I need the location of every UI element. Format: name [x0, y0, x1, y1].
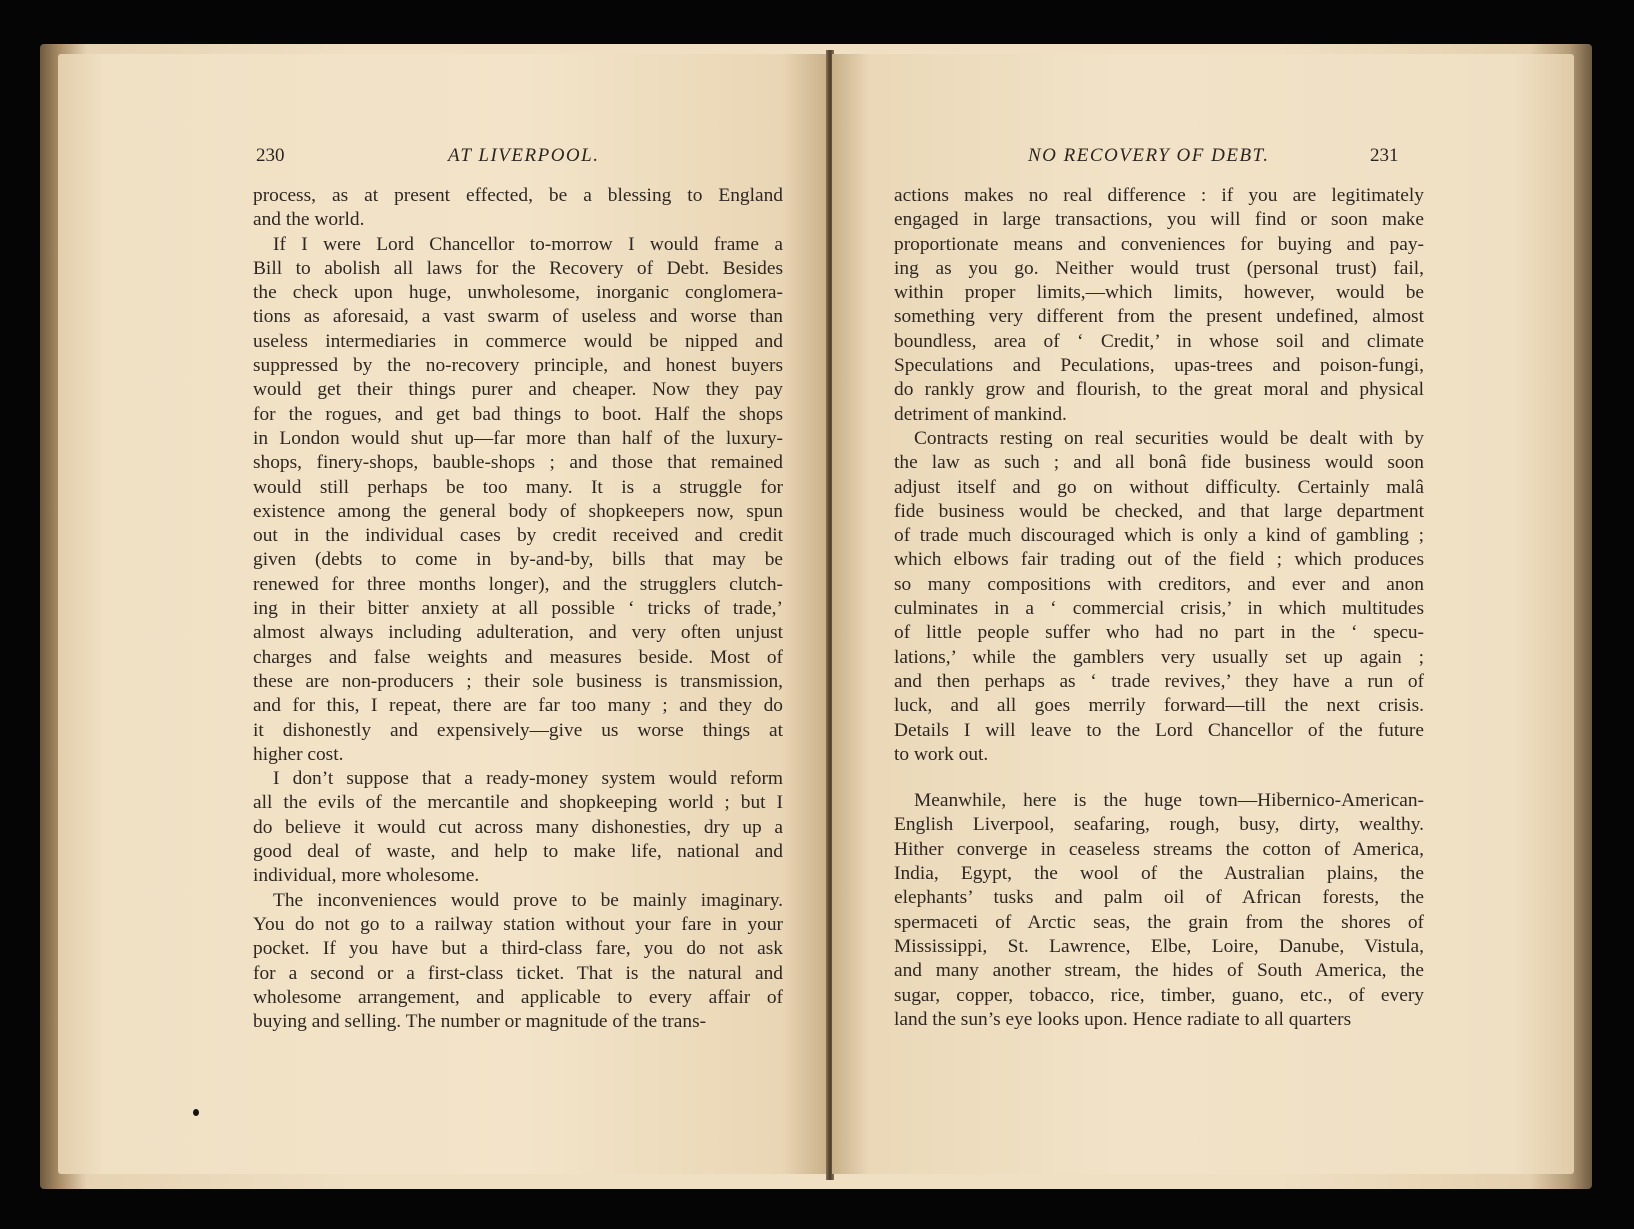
text-line: would still perhaps be too many. It is a struggle for — [253, 476, 783, 498]
text-line: would get their things purer and cheaper. Now they pay — [253, 379, 783, 401]
text-line: for the rogues, and get bad things to boot. Half the shops — [253, 403, 783, 425]
text-line: good deal of waste, and help to make life, national and — [253, 841, 783, 863]
text-line: higher cost. — [253, 743, 344, 765]
text-line: Speculations and Peculations, upas-trees and poison-fungi, — [894, 355, 1424, 377]
text-line: of little people suffer who had no part in the ‘ specu- — [894, 622, 1424, 644]
text-line: spermaceti of Arctic seas, the grain from the shores of — [894, 911, 1424, 933]
text-line: out in the individual cases by credit received and credit — [253, 525, 783, 547]
text-line: the law as such ; and all bonâ fide business would soon — [894, 452, 1424, 474]
open-book — [40, 44, 1592, 1189]
text-line: process, as at present effected, be a blessing to England — [253, 185, 783, 206]
section-break — [894, 767, 1424, 789]
text-line: suppressed by the no-recovery principle, and honest buyers — [253, 355, 783, 377]
text-line: useless intermediaries in commerce would be nipped and — [253, 330, 783, 352]
text-line: all the evils of the mercantile and shopkeeping world ; but I — [253, 792, 783, 814]
text-line: of trade much discouraged which is only a kind of gambling ; — [894, 525, 1424, 547]
text-line: Meanwhile, here is the huge town—Hibernico-American- — [914, 790, 1424, 812]
text-line: so many compositions with creditors, and ever and anon — [894, 573, 1424, 595]
text-line: If I were Lord Chancellor to-morrow I would frame a — [273, 233, 783, 255]
text-line: and many another stream, the hides of South America, the — [894, 960, 1424, 982]
left-page-header — [58, 142, 828, 170]
text-line: actions makes no real difference : if you are legitimately — [894, 185, 1424, 206]
text-line: adjust itself and go on without difficulty. Certainly malâ — [894, 476, 1424, 498]
text-line: The inconveniences would prove to be mainly imaginary. — [273, 889, 783, 911]
text-line: which elbows fair trading out of the field ; which produces — [894, 549, 1424, 571]
body-text — [253, 184, 783, 1034]
text-line: Hither converge in ceaseless streams the cotton of America, — [894, 838, 1424, 860]
text-line: Contracts resting on real securities would be dealt with by — [914, 427, 1424, 449]
text-line: and for this, I repeat, there are far too many ; and they do — [253, 695, 783, 717]
text-line: proportionate means and conveniences for buying and pay- — [894, 233, 1424, 255]
text-line: buying and selling. The number or magnitude of the trans- — [253, 1011, 707, 1033]
page-number: 230 — [256, 145, 285, 166]
text-line: to work out. — [894, 743, 989, 765]
text-line: pocket. If you have but a third-class fare, you do not ask — [253, 938, 783, 960]
text-line: fide business would be checked, and that large department — [894, 500, 1424, 522]
text-line: India, Egypt, the wool of the Australian plains, the — [894, 863, 1424, 885]
text-line: and the world. — [253, 209, 365, 231]
text-line: within proper limits,—which limits, however, would be — [894, 282, 1424, 304]
text-line: English Liverpool, seafaring, rough, busy, dirty, wealthy. — [894, 814, 1424, 836]
text-line: engaged in large transactions, you will find or soon make — [894, 209, 1424, 231]
text-line: do believe it would cut across many dishonesties, dry up a — [253, 816, 783, 838]
text-line: You do not go to a railway station without your fare in your — [253, 913, 783, 935]
body-text — [894, 184, 1424, 1032]
text-line: and then perhaps as ‘ trade revives,’ they have a run of — [894, 670, 1424, 692]
text-line: Bill to abolish all laws for the Recovery of Debt. Besides — [253, 257, 783, 279]
ink-spot — [193, 1109, 199, 1116]
running-head: NO RECOVERY OF DEBT. — [1028, 145, 1270, 166]
page-number: 231 — [1370, 145, 1399, 166]
text-line: for a second or a first-class ticket. That is the natural and — [253, 962, 783, 984]
text-line: these are non-producers ; their sole business is transmission, — [253, 670, 783, 692]
running-head: AT LIVERPOOL. — [448, 145, 600, 166]
text-line: elephants’ tusks and palm oil of African forests, the — [894, 887, 1424, 909]
text-line: Details I will leave to the Lord Chancellor of the future — [894, 719, 1424, 741]
text-line: I don’t suppose that a ready-money system would reform — [273, 768, 783, 790]
text-line: luck, and all goes merrily forward—till the next crisis. — [894, 695, 1424, 717]
text-line: tions as aforesaid, a vast swarm of useless and worse than — [253, 306, 783, 328]
text-line: detriment of mankind. — [894, 403, 1067, 425]
text-line: Mississippi, St. Lawrence, Elbe, Loire, Danube, Vistula, — [894, 935, 1424, 957]
text-line: lations,’ while the gamblers very usually set up again ; — [894, 646, 1424, 668]
left-page — [58, 54, 828, 1174]
right-page — [832, 54, 1574, 1174]
text-line: given (debts to come in by-and-by, bills that may be — [253, 549, 783, 571]
text-line: culminates in a ‘ commercial crisis,’ in which multitudes — [894, 598, 1424, 620]
text-line: boundless, area of ‘ Credit,’ in whose soil and climate — [894, 330, 1424, 352]
text-line: renewed for three months longer), and the strugglers clutch- — [253, 573, 783, 595]
text-line: the check upon huge, unwholesome, inorganic conglomera- — [253, 282, 783, 304]
text-line: land the sun’s eye looks upon. Hence radiate to all quarters — [894, 1008, 1352, 1030]
text-line: ing as you go. Neither would trust (personal trust) fail, — [894, 257, 1424, 279]
text-line: in London would shut up—far more than half of the luxury- — [253, 427, 783, 449]
text-line: charges and false weights and measures beside. Most of — [253, 646, 783, 668]
text-line: something very different from the present undefined, almost — [894, 306, 1424, 328]
text-line: shops, finery-shops, bauble-shops ; and those that remained — [253, 452, 783, 474]
text-line: individual, more wholesome. — [253, 865, 480, 887]
right-page-header — [832, 142, 1574, 170]
text-line: ing in their bitter anxiety at all possible ‘ tricks of trade,’ — [253, 598, 783, 620]
text-line: existence among the general body of shopkeepers now, spun — [253, 500, 783, 522]
text-line: sugar, copper, tobacco, rice, timber, guano, etc., of every — [894, 984, 1424, 1006]
text-line: almost always including adulteration, and very often unjust — [253, 622, 783, 644]
text-line: wholesome arrangement, and applicable to every affair of — [253, 986, 783, 1008]
text-line: do rankly grow and flourish, to the great moral and physical — [894, 379, 1424, 401]
text-line: it dishonestly and expensively—give us worse things at — [253, 719, 783, 741]
